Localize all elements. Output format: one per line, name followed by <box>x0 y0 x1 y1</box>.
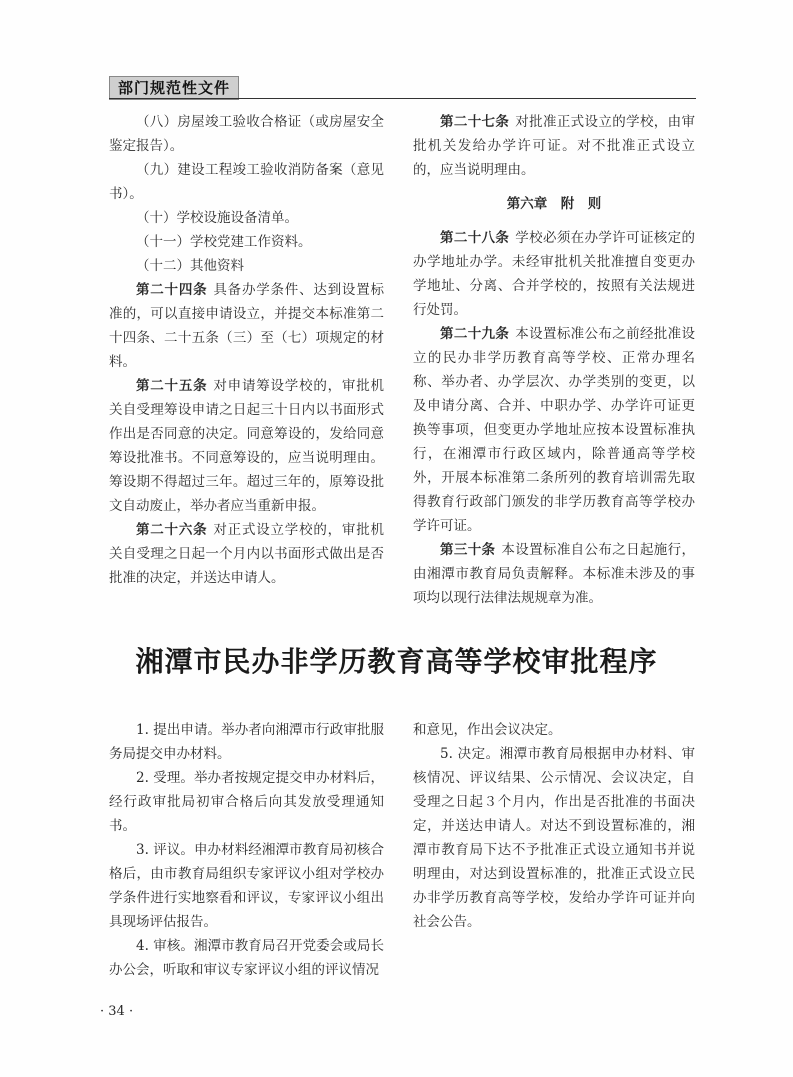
procedure-step: 2. 受理。举办者按规定提交申办材料后，经行政审批局初审合格后向其发放受理通知书。 <box>109 770 384 834</box>
header-rule <box>109 98 696 99</box>
article-29 <box>413 322 695 538</box>
article-25 <box>109 374 384 518</box>
page-number: · 34 · <box>100 1004 134 1019</box>
list-item: （十二）其他资料 <box>136 258 244 274</box>
article-text: 对批准正式设立的学校，由审批机关发给办学许可证。对不批准正式设立的，应当说明理由。 <box>413 114 696 178</box>
procedure-step: 1. 提出申请。举办者向湘潭市行政审批服务局提交申办材料。 <box>109 722 384 762</box>
article-title: 第二十八条 <box>440 230 510 246</box>
upper-right-column <box>413 110 695 610</box>
article-text: 学校必须在办学许可证核定的办学地址办学。未经审批机关批准擅自变更办学地址、分离、合并学校的，按照有关法规进行处罚。 <box>413 230 696 318</box>
list-item: （九）建设工程竣工验收消防备案（意见书）。 <box>109 162 384 202</box>
article-title: 第三十条 <box>440 542 496 558</box>
list-item: （十）学校设施设备清单。 <box>136 210 298 226</box>
list-item: （八）房屋竣工验收合格证（或房屋安全鉴定报告）。 <box>109 114 384 154</box>
article-27 <box>413 110 695 182</box>
procedure-step: 5. 决定。湘潭市教育局根据申办材料、审核情况、评议结果、公示情况、会议决定，自受理之日起３个月内，作出是否批准的书面决定，并送达申请人。对达不到设置标准的，湘潭市教育局下达不予批准正式设立通知书并说明理由，对达到设置标准的，批准正式设立民办非学历教育高等学校，发给办学许可证并向社会公告。 <box>413 746 695 930</box>
lower-right-column <box>413 718 695 934</box>
article-text: 具备办学条件、达到设置标准的，可以直接申请设立，并提交本标准第二十四条、二十五条（三）至（七）项规定的材料。 <box>109 282 384 370</box>
article-text: 本设置标准公布之前经批准设立的民办非学历教育高等学校、正常办理名称、举办者、办学层次、办学类别的变更，以及申请分离、合并、中职办学、办学许可证更换等事项，但变更办学地址应按本设置标准执行，在湘潭市行政区域内，除普通高等学校外，开展本标准第二条所列的教育培训需先取得教育行政部门颁发的非学历教育高等学校办学许可证。 <box>413 326 696 534</box>
article-24 <box>109 278 384 374</box>
article-26 <box>109 518 384 590</box>
article-30 <box>413 538 695 610</box>
article-text: 对正式设立学校的，审批机关自受理之日起一个月内以书面形式做出是否批准的决定，并送达申请人。 <box>109 522 384 586</box>
article-28 <box>413 226 695 322</box>
document-title: 湘潭市民办非学历教育高等学校审批程序 <box>135 645 658 678</box>
procedure-step: 3. 评议。申办材料经湘潭市教育局初核合格后，由市教育局组织专家评议小组对学校办学条件进行实地察看和评议，专家评议小组出具现场评估报告。 <box>109 842 384 930</box>
upper-left-column <box>109 110 384 590</box>
article-text: 对申请筹设学校的，审批机关自受理筹设申请之日起三十日内以书面形式作出是否同意的决定。同意筹设的，发给同意筹设批准书。不同意筹设的，应当说明理由。筹设期不得超过三年。超过三年的，原筹设批文自动废止，举办者应当重新申报。 <box>109 378 384 514</box>
article-title: 第二十七条 <box>440 114 510 130</box>
article-title: 第二十六条 <box>136 522 208 538</box>
article-title: 第二十五条 <box>136 378 208 394</box>
procedure-step: 4. 审核。湘潭市教育局召开党委会或局长办公会，听取和审议专家评议小组的评议情况 <box>109 938 384 978</box>
article-text: 本设置标准自公布之日起施行，由湘潭市教育局负责解释。本标准未涉及的事项均以现行法律法规规章为准。 <box>413 542 696 606</box>
chapter-heading: 第六章 附 则 <box>506 196 602 212</box>
article-title: 第二十四条 <box>136 282 208 298</box>
article-title: 第二十九条 <box>440 326 510 342</box>
list-item: （十一）学校党建工作资料。 <box>136 234 312 250</box>
section-label: 部门规范性文件 <box>109 76 239 100</box>
lower-left-column <box>109 718 384 982</box>
procedure-step-continued: 和意见，作出会议决定。 <box>413 722 562 738</box>
